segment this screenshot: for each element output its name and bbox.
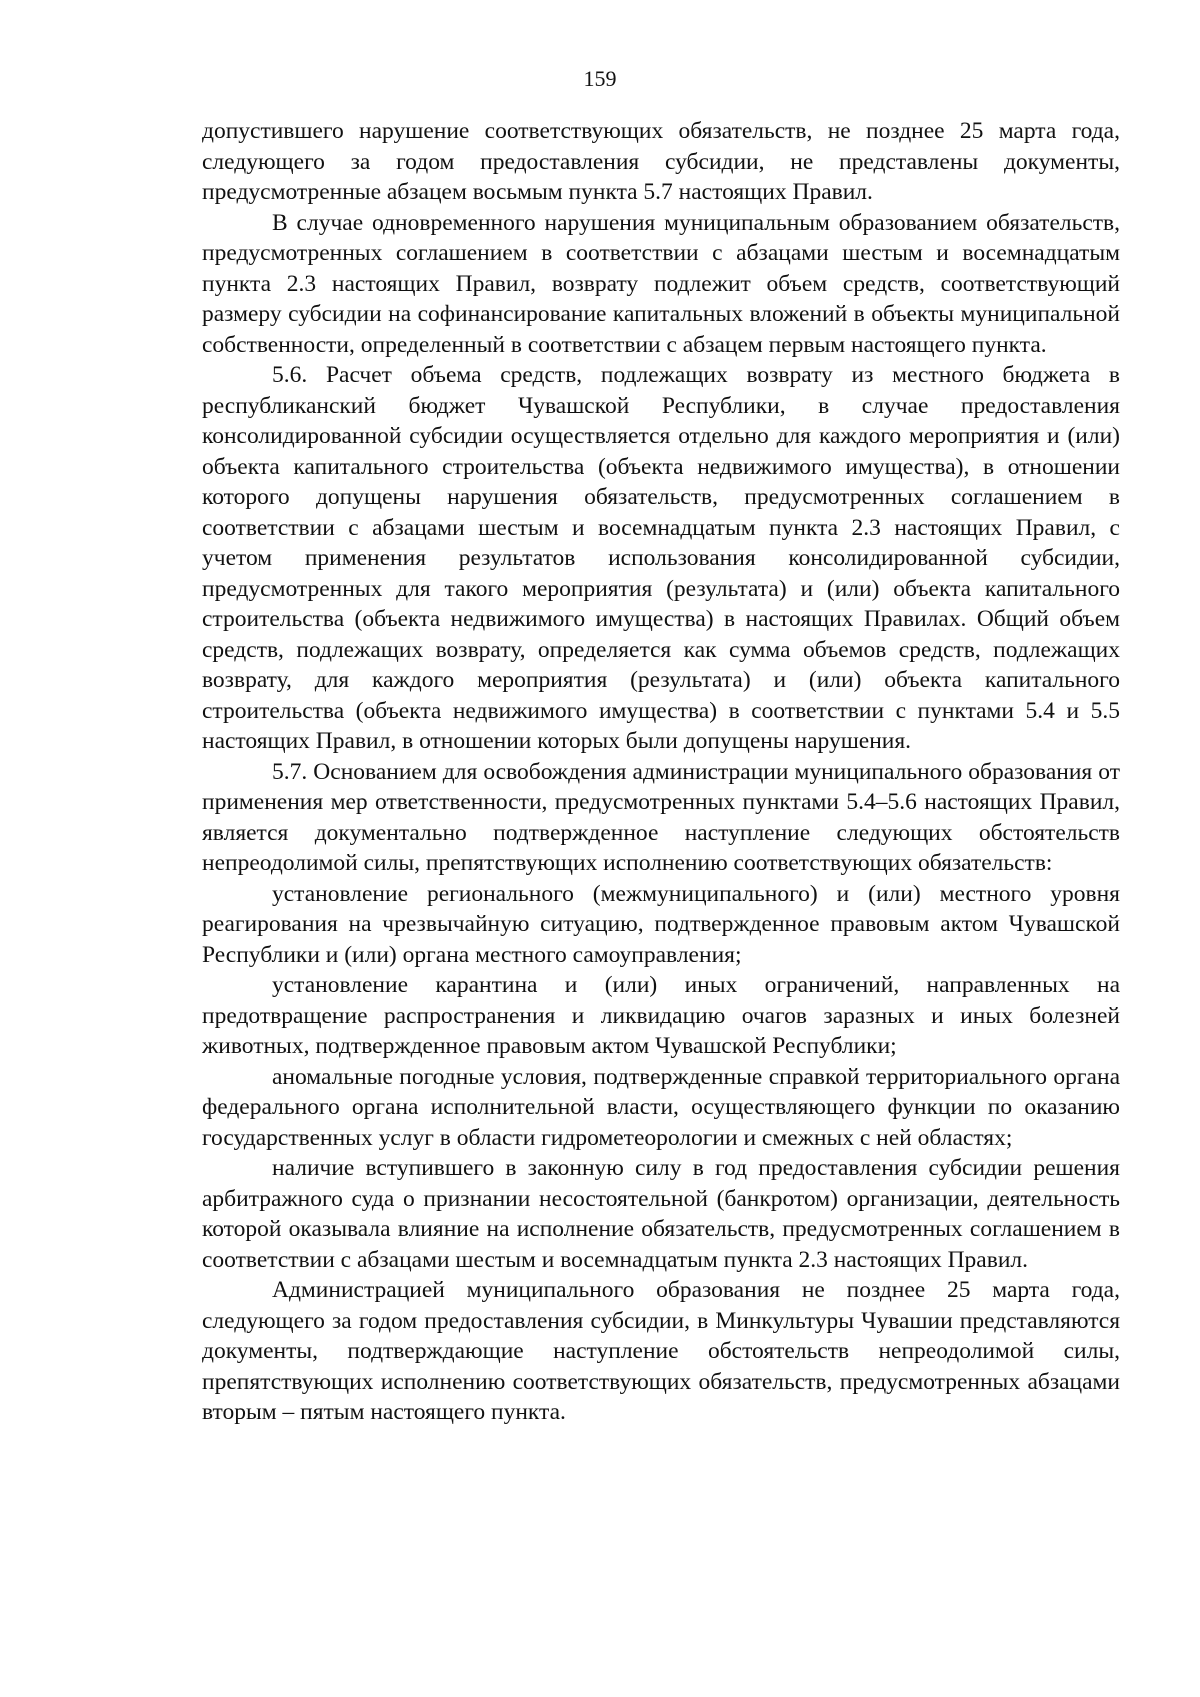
list-item-emergency-response: установление регионального (межмуниципального) и (или) местного уровня реагирования на чрезвычайную ситуацию, подтвержденное правовым актом Чувашской Республики и (или) органа местного самоуправления;: [202, 880, 1120, 968]
page-number: 159: [583, 66, 617, 91]
paragraph-documents-submission: Администрацией муниципального образования не позднее 25 марта года, следующего за годом предоставления субсидии, в Минкультуры Чувашии представляются документы, подтверждающие наступление обстоятельств непреодолимой силы, препятствующих исполнению соответствующих обязательств, предусмотренных абзацами вторым – пятым настоящего пункта.: [202, 1277, 1120, 1425]
paragraph-5-7: 5.7. Основанием для освобождения администрации муниципального образования от применения мер ответственности, предусмотренных пунктами 5.4–5.6 настоящих Правил, является документально подтвержденное наступление следующих обстоятельств непреодолимой силы, препятствующих исполнению соответствующих обязательств:: [202, 758, 1120, 876]
list-item-weather-conditions: аномальные погодные условия, подтвержденные справкой территориального органа федерального органа исполнительной власти, осуществляющего функции по оказанию государственных услуг в области гидрометеорологии и смежных с ней областях;: [202, 1063, 1120, 1151]
paragraph-continuation: допустившего нарушение соответствующих обязательств, не позднее 25 марта года, следующего за годом предоставления субсидии, не представлены документы, предусмотренные абзацем восьмым пункта 5.7 настоящих Правил.: [202, 118, 1120, 205]
list-item-bankruptcy: наличие вступившего в законную силу в год предоставления субсидии решения арбитражного суда о признании несостоятельной (банкротом) организации, деятельность которой оказывала влияние на исполнение обязательств, предусмотренных соглашением в соответствии с абзацами шестым и восемнадцатым пункта 2.3 настоящих Правил.: [202, 1155, 1120, 1273]
list-item-quarantine: установление карантина и (или) иных ограничений, направленных на предотвращение распространения и ликвидацию очагов заразных и иных болезней животных, подтвержденное правовым актом Чувашской Республики;: [202, 972, 1120, 1059]
document-body: [202, 116, 1120, 1428]
paragraph-5-6: 5.6. Расчет объема средств, подлежащих возврату из местного бюджета в республиканский бюджет Чувашской Республики, в случае предоставления консолидированной субсидии осуществляется отдельно для каждого мероприятия и (или) объекта капитального строительства (объекта недвижимого имущества), в отношении которого допущены нарушения обязательств, предусмотренных соглашением в соответствии с абзацами шестым и восемнадцатым пункта 2.3 настоящих Правил, с учетом применения результатов использования консолидированной субсидии, предусмотренных для такого мероприятия (результата) и (или) объекта капитального строительства (объекта недвижимого имущества) в настоящих Правилах. Общий объем средств, подлежащих возврату, определяется как сумма объемов средств, подлежащих возврату, для каждого мероприятия (результата) и (или) объекта капитального строительства (объекта недвижимого имущества) в соответствии с пунктами 5.4 и 5.5 настоящих Правил, в отношении которых были допущены нарушения.: [202, 362, 1120, 754]
paragraph-simultaneous-violation: В случае одновременного нарушения муниципальным образованием обязательств, предусмотренных соглашением в соответствии с абзацами шестым и восемнадцатым пункта 2.3 настоящих Правил, возврату подлежит объем средств, соответствующий размеру субсидии на софинансирование капитальных вложений в объекты муниципальной собственности, определенный в соответствии с абзацем первым настоящего пункта.: [202, 209, 1120, 358]
